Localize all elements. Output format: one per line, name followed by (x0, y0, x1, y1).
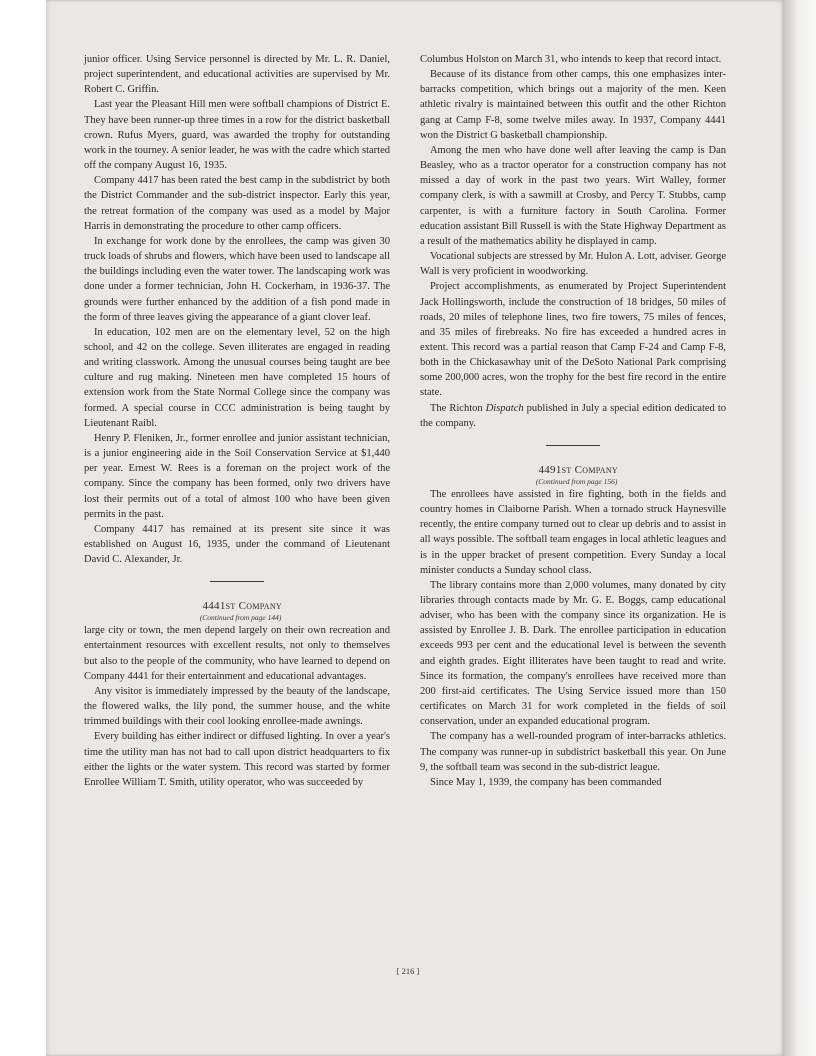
section-heading-text: 4441st Company (202, 600, 282, 613)
page-number: [ 216 ] (396, 966, 420, 976)
paragraph: Among the men who have done well after leaving the camp is Dan Beasley, who as a tractor operator for a construction company has not missed a day of work in the past two years. Wirt Walley, former company clerk, is with a sawmill at Crosby, and Percy T. Stubbs, camp carpenter, is with a furniture factory in South Carolina. Former education assistant Bill Russell is with the State Highway Department as a result of the mathematics ability he displayed in camp. (420, 144, 726, 247)
dispatch-text-after: published in July a special edition dedicated to the company. (420, 402, 727, 429)
paragraph: junior officer. Using Service personnel is directed by Mr. L. R. Daniel, project superintendent, and educational activities are supervised by Mr. Robert C. Griffin. (84, 54, 390, 96)
paragraph: Henry P. Fleniken, Jr., former enrollee and junior assistant technician, is a junior engineering aide in the Soil Conservation Service at $1,440 per year. Ernest W. Rees is a foreman on the project work of the company. Since the company has been formed, only two drivers have lost their permits out of a total of almost 100 who have been given permits in the past. (84, 432, 390, 520)
dispatch-text-before: The Richton (429, 402, 486, 414)
section-heading (84, 600, 390, 613)
section-divider (546, 445, 600, 446)
paragraph: Because of its distance from other camps, this one emphasizes inter-barracks competition, which brings out a majority of the men. Keen athletic rivalry is maintained between this outfit and the other Richton gang at Camp F-8, some twelve miles away. In 1937, Company 4441 won the District G basketball championship. (420, 69, 726, 141)
section-heading (420, 464, 726, 477)
paragraph: Vocational subjects are stressed by Mr. Hulon A. Lott, adviser. George Wall is very proficient in woodworking. (420, 251, 726, 278)
right-column (420, 52, 726, 790)
paragraph: Any visitor is immediately impressed by the beauty of the landscape, the flowered walks, the lily pond, the summer house, and the white trimmed buildings with their cool looking enrollee-made awnings. (84, 685, 390, 728)
paragraph: Last year the Pleasant Hill men were softball champions of District E. They have been runner-up three times in a row for the district basketball crown. Rufus Myers, guard, was awarded the trophy for outstanding work in the tourney. A senior leader, he was with the cadre which started off the company August 16, 1935. (84, 99, 390, 172)
paragraph: Company 4417 has remained at its present site since it was established on August 16, 1935, under the command of Lieutenant David C. Alexander, Jr. (84, 523, 390, 566)
paragraph: Since May 1, 1939, the company has been commanded (429, 776, 662, 788)
section-subheading: (Continued from page 156) (535, 476, 618, 486)
dispatch-newspaper-title: Dispatch (485, 402, 524, 414)
left-column (84, 52, 390, 790)
paragraph: The company has a well-rounded program of inter-barracks athletics. The company was runner-up in subdistrict basketball this year. On June 9, the softball team was second in the sub-district league. (420, 731, 726, 773)
page-edge-shadow (784, 0, 816, 1056)
paragraph: The enrollees have assisted in fire fighting, both in the fields and country homes in Claiborne Parish. When a tornado struck Haynesville recently, the entire company turned out to clear up debris and to assist in all ways possible. The softball team engages in local athletic leagues and is in the upper bracket of present competition. Every Sunday a local minister conducts a Sunday school class. (420, 488, 726, 576)
paragraph: In education, 102 men are on the elementary level, 52 on the high school, and 42 on the college. Seven illiterates are engaged in reading and writing classwork. Among the unusual courses being taught are bee culture and rug making. Nineteen men have completed 15 hours of extension work from the State Normal College since the company was formed. A special course in CCC administration is being taught by Lieutenant Raibl. (84, 326, 390, 429)
section-heading-text: 4491st Company (538, 463, 618, 476)
paragraph: In exchange for work done by the enrollees, the camp was given 30 truck loads of shrubs and flowers, which have been used to landscape all the buildings including even the water tower. The landscaping work was done under a former technician, John H. Cockerham, in 1936-37. The grounds were further enhanced by the addition of a fish pond made in the form of three leaves giving the appearance of a giant clover leaf. (84, 235, 390, 323)
paragraph: The library contains more than 2,000 volumes, many donated by city libraries through contacts made by Mr. G. E. Boggs, camp educational adviser, who has been with the company since its organization. He is assisted by Enrollee J. B. Dark. The enrollee participation in education exceeds 993 per cent and the educational level is between the seventh and eighth grades. Eight illiterates have been taught to read and write. Since its formation, the company's enrollees have received more than 200 first-aid certificates. The Using Service issued more than 150 certificates on March 31 for work completed in the fields of soil conservation, under an expanded educational program. (420, 579, 726, 728)
paragraph: Company 4417 has been rated the best camp in the subdistrict by both the District Commander and the sub-district inspector. Early this year, the retreat formation of the company was used as a model by Major Harris in demonstrating the procedure to other camp officers. (84, 175, 390, 232)
paragraph: Columbus Holston on March 31, who intends to keep that record intact. (420, 54, 722, 65)
paragraph: Every building has either indirect or diffused lighting. In over a year's time the utility man has not had to call upon district headquarters to fix either the lights or the water system. This record was started by former Enrollee William T. Smith, utility operator, who was succeeded by (84, 731, 390, 788)
paragraph: Project accomplishments, as enumerated by Project Superintendent Jack Hollingsworth, include the construction of 18 bridges, 50 miles of roads, 20 miles of telephone lines, two fire towers, 75 miles of fences, and 35 miles of firebreaks. No fire has exceeded a hundred acres in extent. This record was a partial reason that Camp F-24 and Camp F-8, both in the Chickasawhay unit of the DeSoto National Park comprising some 200,000 acres, won the trophy for the best fire record in the entire state. (420, 281, 726, 399)
paragraph-dispatch (420, 401, 726, 431)
paragraph: large city or town, the men depend largely on their own recreation and entertainment resources with excellent results, not only to themselves but also to the people of the community, who have learned to depend on Company 4441 for their entertainment and educational advantages. (84, 625, 390, 682)
section-divider (210, 581, 264, 582)
section-subheading: (Continued from page 144) (199, 613, 282, 623)
